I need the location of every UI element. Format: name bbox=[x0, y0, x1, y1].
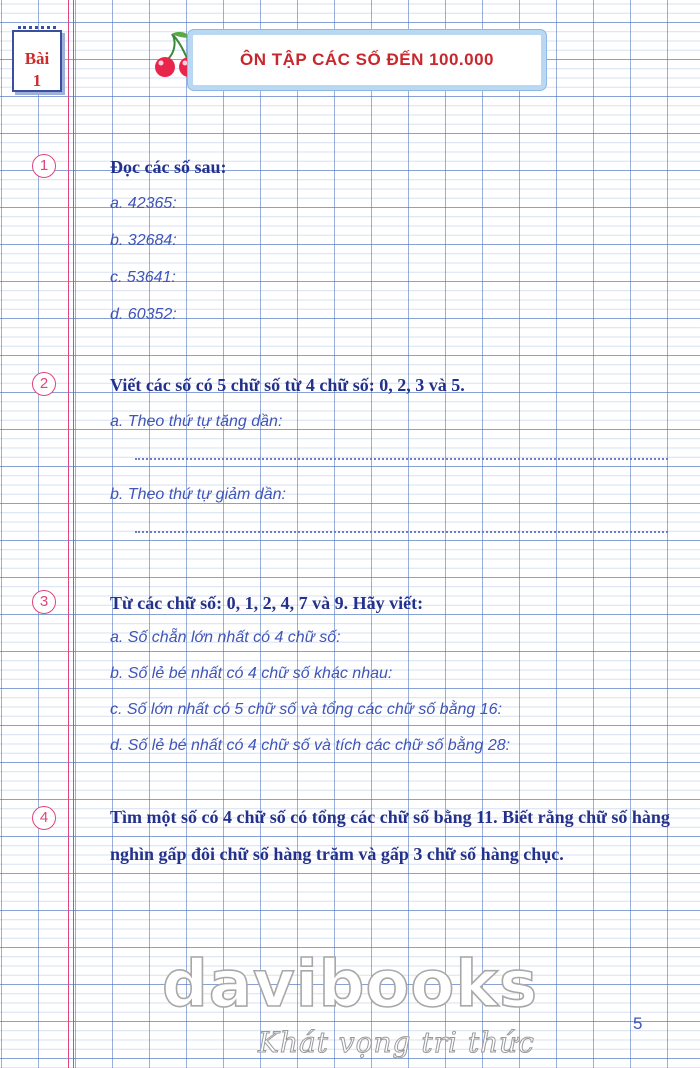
exercise-3-item-a: a. Số chẵn lớn nhất có 4 chữ số: bbox=[110, 629, 341, 646]
exercise-number-1: 1 bbox=[32, 154, 56, 178]
exercise-1-item-d: d. 60352: bbox=[110, 306, 177, 323]
exercise-number-2: 2 bbox=[32, 372, 56, 396]
answer-line bbox=[135, 531, 668, 533]
watermark-brand: davibooks bbox=[161, 948, 539, 1022]
exercise-3-heading: Từ các chữ số: 0, 1, 2, 4, 7 và 9. Hãy viết: bbox=[110, 593, 424, 613]
watermark-tagline: Khát vọng tri thức bbox=[258, 1026, 535, 1059]
margin-line bbox=[73, 0, 74, 1068]
exercise-1-item-a: a. 42365: bbox=[110, 195, 177, 212]
exercise-3-item-c: c. Số lớn nhất có 5 chữ số và tổng các chữ số bằng 16: bbox=[110, 701, 502, 718]
exercise-3-item-d: d. Số lẻ bé nhất có 4 chữ số và tích các chữ số bằng 28: bbox=[110, 737, 511, 754]
exercise-2-item-b: b. Theo thứ tự giảm dần: bbox=[110, 486, 286, 503]
exercise-2-item-a: a. Theo thứ tự tăng dần: bbox=[110, 413, 283, 430]
exercise-number-3: 3 bbox=[32, 590, 56, 614]
lesson-title-box bbox=[188, 30, 546, 90]
page-number: 5 bbox=[633, 1014, 643, 1033]
lesson-number: 1 bbox=[32, 71, 42, 90]
exercise-1-item-c: c. 53641: bbox=[110, 269, 176, 286]
lesson-badge bbox=[12, 30, 62, 92]
answer-line bbox=[135, 458, 668, 460]
exercise-number-4: 4 bbox=[32, 806, 56, 830]
exercise-1-heading: Đọc các số sau: bbox=[110, 157, 227, 177]
exercise-2-heading: Viết các số có 5 chữ số từ 4 chữ số: 0, 2, 3 và 5. bbox=[110, 375, 465, 395]
exercise-4-text: Tìm một số có 4 chữ số có tổng các chữ số bằng 11. Biết rằng chữ số hàng nghìn gấp đôi chữ số hàng trăm và gấp 3 chữ số hàng chục. bbox=[110, 807, 670, 864]
exercise-1-item-b: b. 32684: bbox=[110, 232, 177, 249]
margin-line bbox=[68, 0, 69, 1068]
lesson-label: Bài bbox=[24, 49, 50, 68]
page-title: ÔN TẬP CÁC SỐ ĐẾN 100.000 bbox=[239, 50, 495, 69]
exercise-3-item-b: b. Số lẻ bé nhất có 4 chữ số khác nhau: bbox=[110, 665, 393, 682]
notepad-rings bbox=[18, 26, 56, 37]
